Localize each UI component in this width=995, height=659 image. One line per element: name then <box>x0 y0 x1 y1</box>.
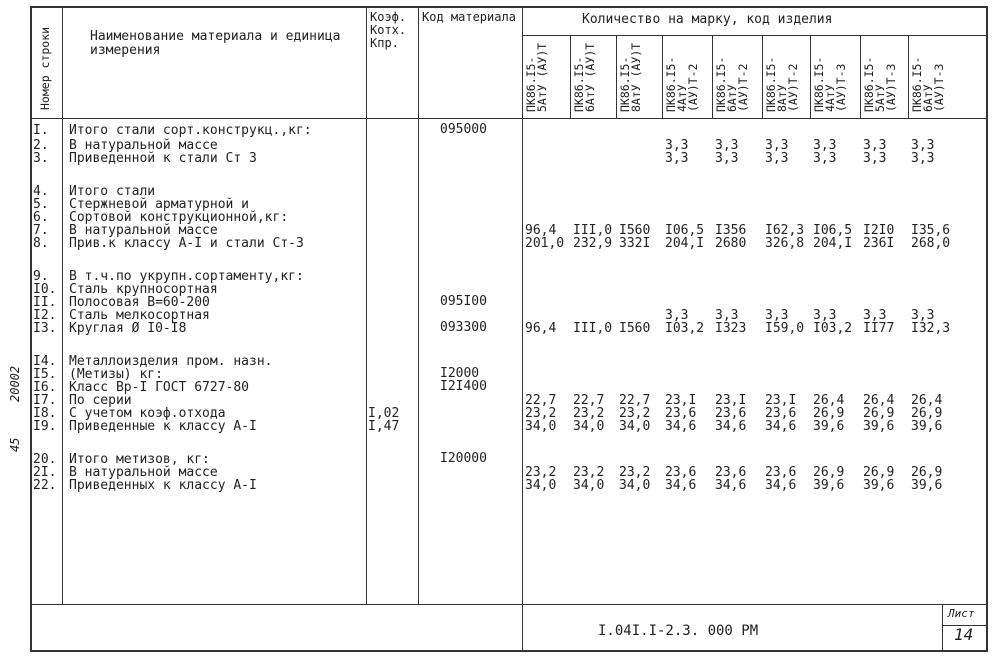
row-number: I0. <box>33 282 57 297</box>
quantity-cell: 3,3 <box>665 151 689 166</box>
row-number: 5. <box>33 197 49 212</box>
row-number: I9. <box>33 419 57 434</box>
divider <box>30 118 988 119</box>
row-number: I3. <box>33 321 57 336</box>
quantity-cell: 26,9 <box>813 465 845 480</box>
row-number: 2. <box>33 138 49 153</box>
row-number: I7. <box>33 393 57 408</box>
material-name: Прив.к классу А-I и стали Ст-3 <box>69 236 304 251</box>
quantity-cell: 23,2 <box>525 465 557 480</box>
quantity-cell: 26,4 <box>813 393 845 408</box>
material-name: С учетом коэф.отхода <box>69 406 226 421</box>
product-column-divider <box>762 35 763 118</box>
material-name: Приведенных к классу А-I <box>69 478 257 493</box>
quantity-cell: I03,2 <box>813 321 853 336</box>
quantity-cell: 39,6 <box>863 419 895 434</box>
material-code: I2000 <box>440 366 480 381</box>
quantity-cell: 26,9 <box>813 406 845 421</box>
quantity-cell: 34,0 <box>619 419 651 434</box>
quantity-cell: 23,2 <box>525 406 557 421</box>
quantity-cell: I32,3 <box>911 321 951 336</box>
divider <box>522 6 523 652</box>
material-code: I2I400 <box>440 379 487 394</box>
quantity-cell: 23,6 <box>715 465 747 480</box>
divider <box>30 604 988 605</box>
quantity-cell: 3,3 <box>813 308 837 323</box>
quantity-cell: 26,9 <box>863 406 895 421</box>
material-code-header: Код материала <box>422 10 516 24</box>
quantity-cell: 23,6 <box>765 406 797 421</box>
material-name: Стержневой арматурной и <box>69 197 250 212</box>
quantity-cell: 3,3 <box>863 151 887 166</box>
quantity-cell: I2I0 <box>863 223 895 238</box>
material-code: I20000 <box>440 451 487 466</box>
quantity-cell: 2680 <box>715 236 747 251</box>
material-name: Итого метизов, кг: <box>69 452 210 467</box>
row-number: 7. <box>33 223 49 238</box>
material-name: Итого стали сорт.конструкц.,кг: <box>69 123 312 138</box>
coef-value: I,02 <box>368 406 400 421</box>
quantity-cell: 34,0 <box>619 478 651 493</box>
quantity-cell: 34,6 <box>665 478 697 493</box>
quantity-cell: 34,0 <box>573 478 605 493</box>
quantity-cell: 3,3 <box>665 308 689 323</box>
product-header: ПК86.I5-8АтУ (АУ)Т-2 <box>764 56 800 112</box>
quantity-cell: 23,2 <box>619 406 651 421</box>
quantity-cell: I06,5 <box>813 223 853 238</box>
quantity-cell: 204,I <box>665 236 705 251</box>
quantity-cell: I560 <box>619 321 651 336</box>
doc-code: I.04I.I-2.3. 000 РМ <box>598 623 759 639</box>
quantity-cell: 236I <box>863 236 895 251</box>
quantity-cell: 22,7 <box>573 393 605 408</box>
row-number: I2. <box>33 308 57 323</box>
quantity-cell: 34,0 <box>525 419 557 434</box>
quantity-cell: 3,3 <box>665 138 689 153</box>
quantity-cell: 3,3 <box>863 308 887 323</box>
quantity-cell: 34,6 <box>715 478 747 493</box>
quantity-cell: I323 <box>715 321 747 336</box>
quantity-cell: I59,0 <box>765 321 805 336</box>
quantity-cell: 3,3 <box>715 151 739 166</box>
quantity-cell: 332I <box>619 236 651 251</box>
sheet-number: 14 <box>954 625 974 644</box>
coef-value: I,47 <box>368 419 400 434</box>
material-name: В натуральной массе <box>69 138 218 153</box>
quantity-cell: 23,2 <box>573 406 605 421</box>
row-number: I5. <box>33 367 57 382</box>
quantity-cell: 23,2 <box>573 465 605 480</box>
quantity-cell: 26,9 <box>911 406 943 421</box>
quantity-cell: 23,2 <box>619 465 651 480</box>
quantity-cell: 39,6 <box>911 478 943 493</box>
quantity-cell: I35,6 <box>911 223 951 238</box>
material-name: Круглая Ø I0-I8 <box>69 321 187 336</box>
quantity-cell: 34,0 <box>525 478 557 493</box>
quantity-cell: I06,5 <box>665 223 705 238</box>
material-name: В натуральной массе <box>69 465 218 480</box>
quantity-cell: 3,3 <box>765 151 789 166</box>
quantity-cell: 96,4 <box>525 321 557 336</box>
quantity-cell: 96,4 <box>525 223 557 238</box>
quantity-cell: 39,6 <box>863 478 895 493</box>
product-header: ПК86.I5-5АтУ (АУ)Т-3 <box>862 56 898 112</box>
material-name: По серии <box>69 393 132 408</box>
quantity-cell: 26,4 <box>863 393 895 408</box>
product-column-divider <box>908 35 909 118</box>
row-number: 3. <box>33 151 49 166</box>
quantity-cell: II77 <box>863 321 895 336</box>
quantity-cell: 204,I <box>813 236 853 251</box>
material-name: Класс Вр-I ГОСТ 6727-80 <box>69 380 250 395</box>
product-header: ПК86.I5-6АтУ (АУ)Т-3 <box>910 56 946 112</box>
quantity-cell: 26,4 <box>911 393 943 408</box>
quantity-cell: 34,0 <box>573 419 605 434</box>
divider <box>942 604 943 652</box>
row-number: I4. <box>33 354 57 369</box>
quantity-cell: 23,6 <box>665 465 697 480</box>
material-name-header: Наименование материала и единица измерения <box>90 29 341 58</box>
row-number: 6. <box>33 210 49 225</box>
material-name: (Метизы) кг: <box>69 367 163 382</box>
quantity-cell: 3,3 <box>715 138 739 153</box>
material-code: 093300 <box>440 320 487 335</box>
quantity-cell: 26,9 <box>911 465 943 480</box>
quantity-cell: 3,3 <box>813 151 837 166</box>
row-number-header: Номер строки <box>38 26 52 110</box>
row-number: 9. <box>33 269 49 284</box>
sheet-label: Лист <box>948 607 975 620</box>
quantity-cell: 3,3 <box>765 138 789 153</box>
quantity-cell: 39,6 <box>813 478 845 493</box>
row-number: I8. <box>33 406 57 421</box>
quantity-cell: 34,6 <box>715 419 747 434</box>
row-number: 20. <box>33 452 57 467</box>
quantity-cell: 22,7 <box>525 393 557 408</box>
material-name: Сортовой конструкционной,кг: <box>69 210 289 225</box>
quantity-cell: 3,3 <box>863 138 887 153</box>
product-header: ПК86.I5-4АтУ (АУ)Т-3 <box>812 56 848 112</box>
quantity-header: Количество на марку, код изделия <box>582 12 833 27</box>
quantity-cell: 34,6 <box>765 419 797 434</box>
quantity-cell: 201,0 <box>525 236 565 251</box>
quantity-cell: I560 <box>619 223 651 238</box>
quantity-cell: 23,6 <box>765 465 797 480</box>
quantity-cell: III,0 <box>573 321 613 336</box>
material-name: Полосовая В=60-200 <box>69 295 210 310</box>
product-header: ПК86.I5-6АтУ (АУ)Т <box>572 42 597 112</box>
quantity-cell: 23,I <box>665 393 697 408</box>
quantity-cell: 268,0 <box>911 236 951 251</box>
quantity-cell: 23,I <box>765 393 797 408</box>
margin-inventory-number: 20002 <box>8 365 22 402</box>
material-code: 095I00 <box>440 294 487 309</box>
material-name: В т.ч.по укрупн.сортаменту,кг: <box>69 269 304 284</box>
product-column-divider <box>662 35 663 118</box>
material-code: 095000 <box>440 122 487 137</box>
row-number: 2I. <box>33 465 57 480</box>
row-number: I. <box>33 123 49 138</box>
row-number: 8. <box>33 236 49 251</box>
quantity-cell: 22,7 <box>619 393 651 408</box>
quantity-cell: 3,3 <box>911 308 935 323</box>
material-name: Сталь крупносортная <box>69 282 218 297</box>
material-name: Приведенной к стали Ст 3 <box>69 151 257 166</box>
product-header: ПК86.I5-8АтУ (АУ)Т <box>618 42 643 112</box>
quantity-cell: I356 <box>715 223 747 238</box>
material-name: Итого стали <box>69 184 156 199</box>
divider <box>418 6 419 604</box>
product-column-divider <box>616 35 617 118</box>
product-header: ПК86.I5-6АтУ (АУ)Т-2 <box>714 56 750 112</box>
row-number: II. <box>33 295 57 310</box>
quantity-cell: 3,3 <box>911 151 935 166</box>
material-name: В натуральной массе <box>69 223 218 238</box>
quantity-cell: 3,3 <box>765 308 789 323</box>
quantity-cell: I62,3 <box>765 223 805 238</box>
quantity-cell: 23,6 <box>715 406 747 421</box>
quantity-cell: III,0 <box>573 223 613 238</box>
quantity-cell: 3,3 <box>911 138 935 153</box>
quantity-cell: 34,6 <box>765 478 797 493</box>
product-column-divider <box>570 35 571 118</box>
quantity-cell: 39,6 <box>911 419 943 434</box>
row-number: 4. <box>33 184 49 199</box>
quantity-cell: 3,3 <box>813 138 837 153</box>
material-name: Приведенные к классу А-I <box>69 419 257 434</box>
quantity-cell: 3,3 <box>715 308 739 323</box>
product-column-divider <box>860 35 861 118</box>
row-number: 22. <box>33 478 57 493</box>
divider <box>366 6 367 604</box>
quantity-cell: 34,6 <box>665 419 697 434</box>
margin-page-number: 45 <box>8 437 22 452</box>
quantity-cell: I03,2 <box>665 321 705 336</box>
quantity-cell: 26,9 <box>863 465 895 480</box>
product-header: ПК86.I5-5АтУ (АУ)Т <box>524 42 549 112</box>
row-number: I6. <box>33 380 57 395</box>
material-name: Сталь мелкосортная <box>69 308 210 323</box>
quantity-cell: 232,9 <box>573 236 613 251</box>
quantity-cell: 23,6 <box>665 406 697 421</box>
coef-header: Коэф. Котх. Кпр. <box>370 10 407 50</box>
product-header: ПК86.I5-4АтУ (АУ)Т-2 <box>664 56 700 112</box>
material-name: Металлоизделия пром. назн. <box>69 354 273 369</box>
quantity-cell: 39,6 <box>813 419 845 434</box>
product-column-divider <box>712 35 713 118</box>
product-column-divider <box>810 35 811 118</box>
quantity-cell: 23,I <box>715 393 747 408</box>
quantity-cell: 326,8 <box>765 236 805 251</box>
